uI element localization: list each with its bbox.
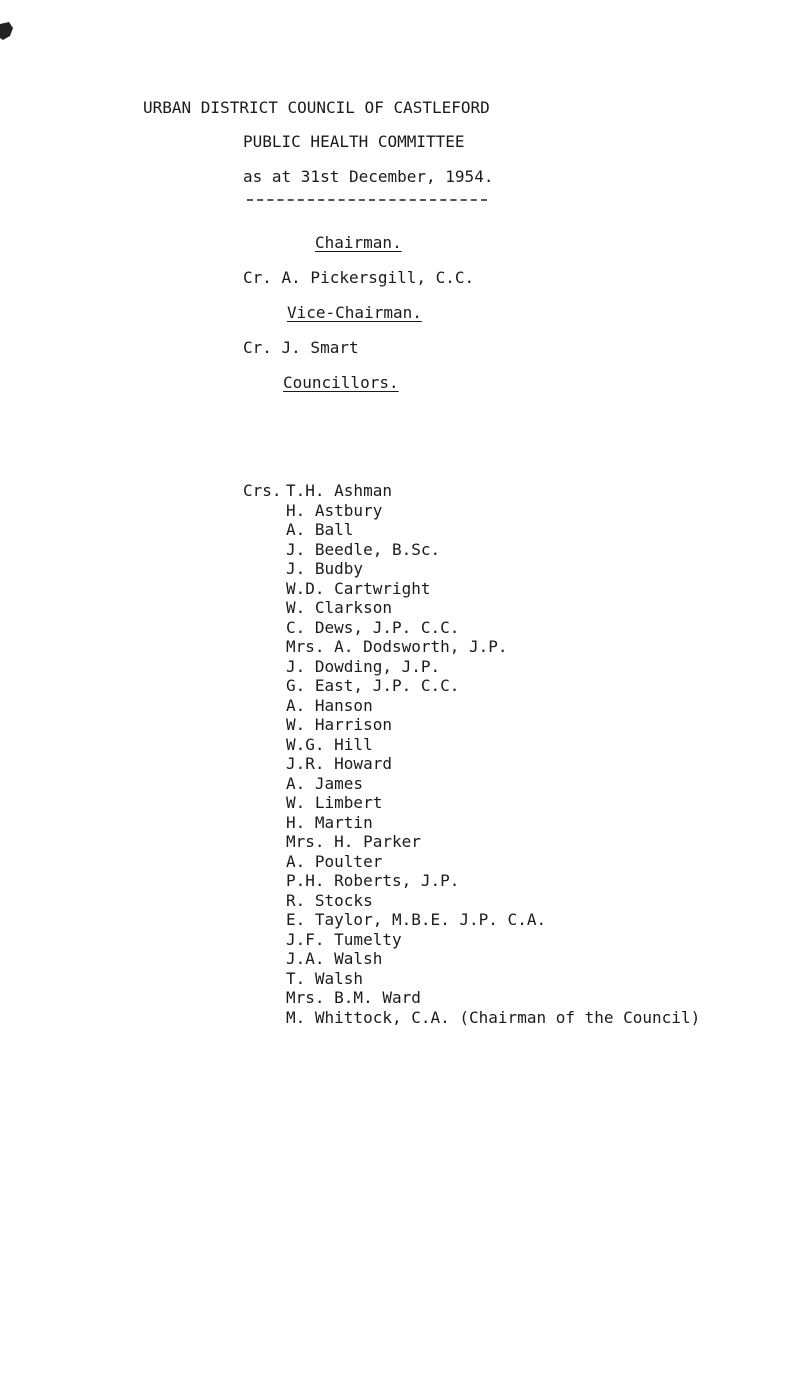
dashed-divider xyxy=(247,199,487,201)
list-item: W. Harrison xyxy=(286,715,392,734)
list-item: E. Taylor, M.B.E. J.P. C.A. xyxy=(286,910,547,929)
list-item: J.F. Tumelty xyxy=(286,929,402,949)
date-line: as at 31st December, 1954. xyxy=(243,167,494,186)
councillors-prefix: Crs. xyxy=(243,481,282,500)
committee-title: PUBLIC HEALTH COMMITTEE xyxy=(243,132,465,151)
list-item: H. Martin xyxy=(286,812,373,832)
vice-chairman-name: Cr. J. Smart xyxy=(243,338,359,357)
list-item: W.G. Hill xyxy=(286,734,373,754)
list-item: J. Budby xyxy=(286,559,364,578)
council-title: URBAN DISTRICT COUNCIL OF CASTLEFORD xyxy=(143,98,490,117)
councillors-list xyxy=(286,481,700,1027)
list-item: J. Beedle, B.Sc. xyxy=(286,539,441,559)
list-item: T. Walsh xyxy=(286,968,364,988)
list-item: A. James xyxy=(286,773,364,793)
chairman-heading: Chairman. xyxy=(315,233,402,252)
list-item: A. Hanson xyxy=(286,695,373,715)
list-item: W. Clarkson xyxy=(286,598,392,617)
list-item: H. Astbury xyxy=(286,500,383,520)
list-item: M. Whittock, C.A. (Chairman of the Council) xyxy=(286,1007,701,1027)
list-item: Mrs. H. Parker xyxy=(286,832,421,851)
list-item: A. Ball xyxy=(286,520,354,539)
list-item: W.D. Cartwright xyxy=(286,578,431,598)
vice-chairman-heading: Vice-Chairman. xyxy=(287,303,422,322)
chairman-name: Cr. A. Pickersgill, C.C. xyxy=(243,268,475,287)
list-item: R. Stocks xyxy=(286,890,373,910)
list-item: P.H. Roberts, J.P. xyxy=(286,871,460,890)
list-item: G. East, J.P. C.C. xyxy=(286,676,460,695)
list-item: J. Dowding, J.P. xyxy=(286,656,441,676)
list-item: J.A. Walsh xyxy=(286,949,383,968)
list-item: J.R. Howard xyxy=(286,754,392,773)
list-item: Mrs. A. Dodsworth, J.P. xyxy=(286,637,508,656)
list-item: A. Poulter xyxy=(286,851,383,871)
list-item: Mrs. B.M. Ward xyxy=(286,988,421,1007)
list-item: T.H. Ashman xyxy=(286,481,392,500)
list-item: W. Limbert xyxy=(286,793,383,812)
councillors-heading: Councillors. xyxy=(283,373,399,392)
list-item: C. Dews, J.P. C.C. xyxy=(286,617,460,637)
page-corner-mark xyxy=(0,22,14,40)
